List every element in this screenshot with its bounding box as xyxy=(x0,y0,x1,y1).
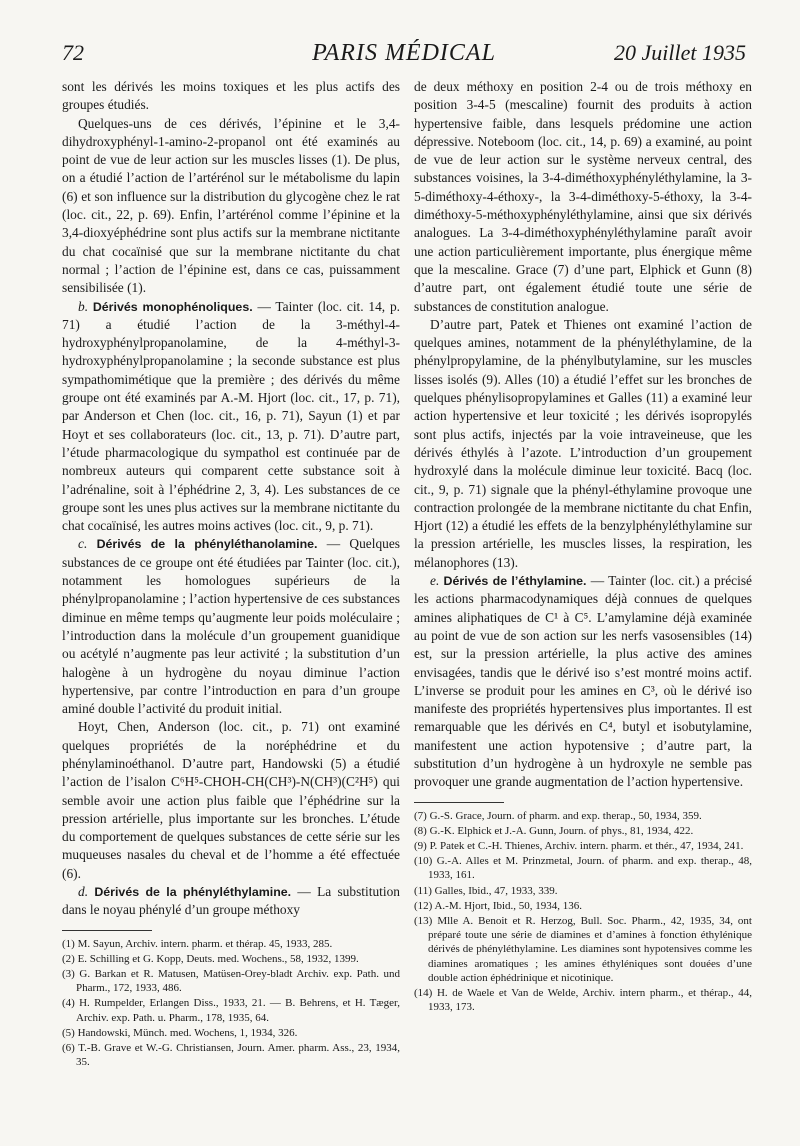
section-heading: Dérivés de la phényléthylamine. xyxy=(94,885,292,900)
section-heading: Dérivés de la phényléthanolamine. xyxy=(96,537,318,552)
right-footnotes xyxy=(414,809,752,1015)
section-e xyxy=(414,572,752,792)
footnote-divider xyxy=(62,930,152,931)
section-heading: Dérivés monophénoliques. xyxy=(92,299,253,314)
paragraph: sont les dérivés les moins toxiques et les plus actifs des groupes étudiés. xyxy=(62,79,400,113)
footnote: (13) Mlle A. Benoit et R. Herzog, Bull. Soc. Pharm., 42, 1935, 34, ont préparé toute une série de diamines et d’amines à fonction éthylénique dérivés de phényléthylamine. Les diamines sont hypotensives comme les diamines aromatiques ; les amines éthyléniques sont douées d’une double action éphédrinique et nicotinique. xyxy=(414,915,752,984)
issue-date: 20 Juillet 1935 xyxy=(614,40,746,65)
left-column xyxy=(62,78,400,1070)
footnote: (1) M. Sayun, Archiv. intern. pharm. et thérap. 45, 1933, 285. xyxy=(62,937,333,950)
journal-title: PARIS MÉDICAL xyxy=(312,40,496,66)
right-column xyxy=(414,78,752,1015)
paragraph: Hoyt, Chen, Anderson (loc. cit., p. 71) ont examiné quelques propriétés de la noréphédrine et du phénylaminoéthanol. D’autre part, Handowski (5) a étudié l’action de l’isalon C⁶H⁵-CHOH-CH(CH³)-N(CH³)(C²H⁵) qui semble avoir une action plus faible que l’éphédrine sur la pression artérielle, plus importante sur les bronches. L’étude du comportement de quelques substances de cette série sur les muqueuses nasales du cheval et de l’homme a été effectuée (6). xyxy=(62,719,400,881)
paragraph: Quelques-uns de ces dérivés, l’épinine et le 3,4-dihydroxyphényl-1-amino-2-propanol ont été examinés au point de vue de leur action sur les muscles lisses (1). De plus, on a étudié l’action de l’artérénol sur le métabolisme du lapin (6) et son influence sur la distribution du glycogène chez le rat (loc. cit., 22, p. 69). Enfin, l’artérénol comme l’épinine et la 3,4-dioxyéphédrine sont plus actifs sur la membrane nictitante du chat cocaïnisé que sur la membrane nictitante du chat normal ; l’action de l’épinine est, dans ce cas, puissamment sensibilisée (1). xyxy=(62,115,400,296)
footnote: (14) H. de Waele et Van de Welde, Archiv. intern pharm., et thérap., 44, 1933, 173. xyxy=(414,987,752,1014)
section-text: — Quelques substances de ce groupe ont été étudiées par Tainter (loc. cit.), notamment les homologues supérieurs de la phénylpropanolamine ; l’action hypertensive de ces substances diminue en même temps qu’augmente leur poids moléculaire ; l’introduction dans la molécule d’un groupement guanidique ou acétylé n’augmente pas leur activité ; la substitution d’un halogène à un hydrogène du noyau diminue l’action hypertensive, par contre l’introduction en para d’un groupe aminé double l’activité du produit initial. xyxy=(62,536,400,717)
paragraph: D’autre part, Patek et Thienes ont examiné l’action de quelques amines, notamment de la phényléthylamine, de la phénylpropylamine, de la phénylbutylamine, sur les muscles lisses isolés (9). Alles (10) a étudié l’effet sur les bronches de quelques phénylisopropylamines et Galles (11) a examiné leur action hypertensive et leur toxicité ; les dérivés isopropylés sont plus actifs, injectés par la voie intraveineuse, que les dérivés éthylés à l’azote. L’introduction d’un groupement hydroxylé dans la molécule diminue leur toxicité. Bacq (loc. cit., 9, p. 71) signale que la phényl-éthylamine provoque une contraction prolongée de la membrane nictitante du chat Enfin, Hjort (12) a étudié les effets de la benzylphényléthylamine sur la pression artérielle, les muscles lisses, la respiration, les mélanophores (13). xyxy=(414,316,752,570)
footnote: (5) Handowski, Münch. med. Wochens, 1, 1934, 326. xyxy=(62,1026,298,1039)
footnote: (2) E. Schilling et G. Kopp, Deuts. med. Wochens., 58, 1932, 1399. xyxy=(62,952,359,965)
page-number: 72 xyxy=(62,40,84,65)
footnote: (6) T.-B. Grave et W.-G. Christiansen, Journ. Amer. pharm. Ass., 23, 1934, 35. xyxy=(62,1042,400,1069)
section-text: — Tainter (loc. cit. 14, p. 71) a étudié l’action de la 3-méthyl-4-hydroxyphénylpropanolamine, de la 4-méthyl-3-hydroxyphénylpropanolamine ; la seconde substance est plus sympathomimétique que la première ; des dérivés du même groupe ont été examinés par A.-M. Hjort (loc. cit., 17, p. 71), par Anderson et Chen (loc. cit., 16, p. 71), Sayun (1) et par Hoyt et ses collaborateurs (loc. cit., 13, p. 71). D’autre part, l’étude pharmacologique du sympathol est continuée par de nombreux auteurs qui comparent cette substance soit à l’adrénaline, soit à l’éphédrine 2, 3, 4). Les substances de ce groupe sont les unes plus actives sur la membrane nictitante du chat cocaïnisé, les autres moins actives (loc. cit., 9, p. 71). xyxy=(62,298,400,534)
footnote: (7) G.-S. Grace, Journ. of pharm. and exp. therap., 50, 1934, 359. xyxy=(414,809,702,822)
section-c xyxy=(62,535,400,718)
section-letter: d. xyxy=(78,884,89,900)
footnote: (9) P. Patek et C.-H. Thienes, Archiv. intern. pharm. et thér., 47, 1934, 241. xyxy=(414,839,744,852)
section-text: — Tainter (loc. cit.) a précisé les actions pharmacodynamiques déjà connues de quelques amines aliphatiques de C¹ à C⁵. L’amylamine déjà examinée au point de vue de son action sur les nerfs vasosensibles (14) est, sur la pression artérielle, la plus active des amines envisagées, tandis que le dérivé iso s’est montré moins actif. L’inverse se produit pour les amines en C³, où le dérivé iso manifeste des propriétés hypertensives plus importantes. Il est remarquable que les dérivés en C⁴, butyl et isobutylamine, manifestent une action hypotensive ; d’autre part, la substitution d’un hydrogène à un hydroxyle ne semble pas provoquer une grande augmentation de l’action hypertensive. xyxy=(414,573,752,790)
section-letter: b. xyxy=(78,298,89,314)
section-heading: Dérivés de l’éthylamine. xyxy=(443,574,587,589)
footnote: (12) A.-M. Hjort, Ibid., 50, 1934, 136. xyxy=(414,899,583,912)
footnote: (3) G. Barkan et R. Matusen, Matüsen-Orey-bladt Archiv. exp. Path. und Pharm., 172, 1933, 486. xyxy=(62,968,400,995)
section-text: — La substitution dans le noyau phénylé d’un groupe méthoxy xyxy=(62,884,400,918)
footnote: (11) Galles, Ibid., 47, 1933, 339. xyxy=(414,884,558,897)
section-b xyxy=(62,298,400,536)
footnote: (4) H. Rumpelder, Erlangen Diss., 1933, 21. — B. Behrens, et H. Tæger, Archiv. exp. Path. u. Pharm., 178, 1935, 64. xyxy=(62,997,400,1024)
page-header xyxy=(62,40,746,74)
paragraph: de deux méthoxy en position 2-4 ou de trois méthoxy en position 3-4-5 (mescaline) fournit des produits à action hypertensive faible, dans lesquels prédomine une action dépressive. Noteboom (loc. cit., 14, p. 69) a examiné, au point de vue de leur action sur le système nerveux central, des substances voisines, la 3-4-diméthoxyphényléthylamine, la 3-5-diméthoxy-4-éthoxy-, la 3-4-diméthoxy-5-éthoxy, la 3-4-diméthoxy-5-méthoxyphényléthylamine, ainsi que six dérivés analogues. La 3-4-diméthoxyphényléthylamine paraît avoir une action particulièrement importante, plus énergique même que la mescaline. Grace (7) d’une part, Elphick et Gunn (8) d’autre part, ont également étudié toute une série de substances de constitution analogue. xyxy=(414,79,752,314)
section-d xyxy=(62,883,400,920)
section-letter: e. xyxy=(430,573,440,589)
footnote: (8) G.-K. Elphick et J.-A. Gunn, Journ. of phys., 81, 1934, 422. xyxy=(414,824,694,837)
footnote-divider xyxy=(414,802,504,803)
left-footnotes xyxy=(62,937,400,1070)
section-letter: c. xyxy=(78,536,88,552)
footnote: (10) G.-A. Alles et M. Prinzmetal, Journ. of pharm. and exp. therap., 48, 1933, 161. xyxy=(414,855,752,882)
